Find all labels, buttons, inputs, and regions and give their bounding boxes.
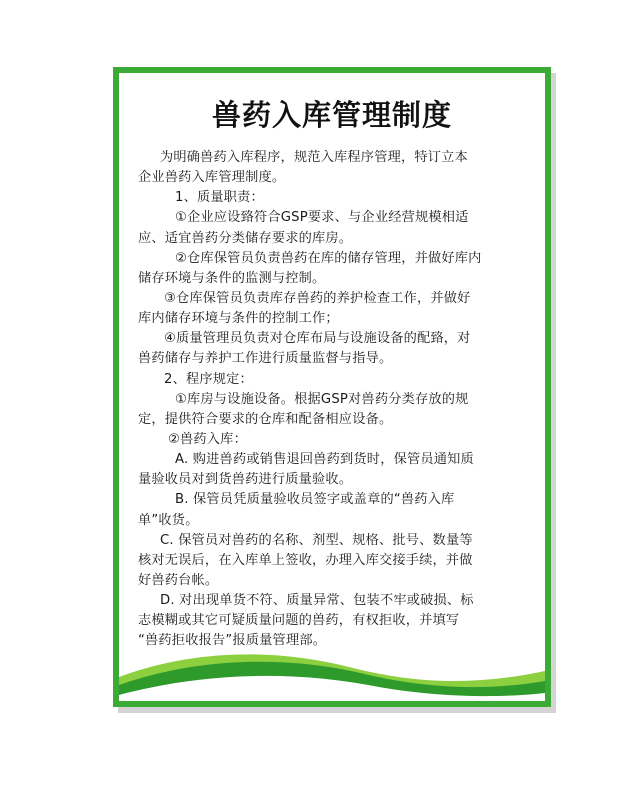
body-line: 好兽药台帐。	[138, 572, 219, 588]
body-line: 为明确兽药入库程序，规范入库程序管理，特订立本	[160, 150, 468, 165]
body-line: ②仓库保管员负责兽药在库的储存管理，并做好库内	[175, 250, 482, 266]
document-title: 兽药入库管理制度	[211, 98, 452, 132]
body-line: 储存环境与条件的监测与控制。	[138, 270, 326, 286]
body-line: ①企业应设臵符合GSP要求、与企业经营规模相适	[175, 210, 469, 226]
body-line: 单”收货。	[138, 512, 199, 528]
body-line: 兽药储存与养护工作进行质量监督与指导。	[138, 351, 393, 367]
body-line: 库内储存环境与条件的控制工作；	[138, 311, 339, 327]
body-line: 量验收员对到货兽药进行质量验收。	[138, 472, 353, 488]
body-line: B. 保管员凭质量验收员签字或盖章的“兽药入库	[175, 492, 455, 508]
green-wave-decoration	[119, 641, 545, 701]
body-line: ④质量管理员负责对仓库布局与设施设备的配臵，对	[164, 331, 471, 347]
body-line: ①库房与设施设备。根据GSP对兽药分类存放的规	[175, 391, 469, 407]
body-line: A. 购进兽药或销售退回兽药到货时，保管员通知质	[175, 452, 474, 468]
body-line: C. 保管员对兽药的名称、剂型、规格、批号、数量等	[160, 532, 473, 548]
body-line: 企业兽药入库管理制度。	[138, 170, 286, 186]
body-line: 核对无误后，在入库单上签收，办理入库交接手续，并做	[138, 552, 473, 568]
body-line: 2、程序规定：	[164, 371, 253, 387]
body-line: “兽药拒收报告”报质量管理部。	[138, 633, 327, 649]
body-line: ③仓库保管员负责库存兽药的养护检查工作，并做好	[164, 290, 471, 306]
sign-panel	[119, 73, 545, 701]
body-line: 应、适宜兽药分类储存要求的库房。	[138, 230, 353, 246]
body-line: ②兽药入库：	[168, 431, 247, 447]
document-body	[138, 148, 529, 652]
sign-board	[113, 67, 551, 707]
body-line: 1、质量职责：	[175, 190, 264, 206]
body-line: 定，提供符合要求的仓库和配备相应设备。	[138, 411, 393, 427]
body-line: D. 对出现单货不符、质量异常、包装不牢或破损、标	[160, 593, 474, 609]
body-line: 志模糊或其它可疑质量问题的兽药，有权拒收，并填写	[138, 613, 460, 629]
